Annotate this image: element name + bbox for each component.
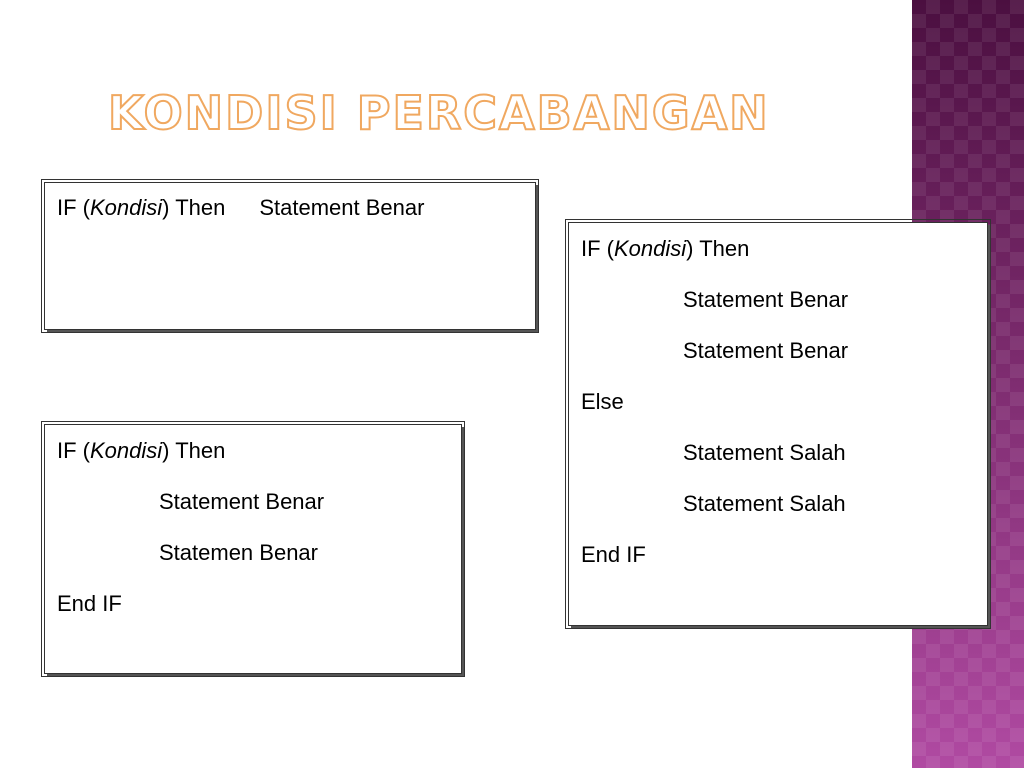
then-keyword: ) Then: [162, 195, 226, 220]
if-else-box: [568, 222, 988, 626]
if-line: [57, 425, 449, 476]
multi-line-if-box: [44, 424, 462, 674]
true-statement-line: Statement Benar: [683, 287, 849, 312]
end-if-line: End IF: [581, 542, 646, 567]
if-keyword: IF (: [57, 195, 90, 220]
false-statement-line: Statement Salah: [683, 491, 846, 516]
condition-text: Kondisi: [614, 236, 687, 261]
statement-line: Statement Benar: [159, 489, 325, 514]
if-keyword: IF (: [57, 438, 90, 463]
slide-title: KONDISI PERCABANGAN: [108, 86, 770, 140]
if-line: [581, 223, 975, 274]
single-line-if-box: [44, 182, 536, 330]
condition-text: Kondisi: [90, 438, 163, 463]
true-statement-line: Statement Benar: [683, 338, 849, 363]
then-keyword: ) Then: [162, 438, 226, 463]
else-line: Else: [581, 389, 624, 414]
statement-text: Statement Benar: [259, 195, 425, 220]
end-if-line: End IF: [57, 591, 122, 616]
then-keyword: ) Then: [686, 236, 750, 261]
if-keyword: IF (: [581, 236, 614, 261]
statement-line: Statemen Benar: [159, 540, 318, 565]
false-statement-line: Statement Salah: [683, 440, 846, 465]
condition-text: Kondisi: [90, 195, 163, 220]
single-if-line: [57, 183, 523, 234]
